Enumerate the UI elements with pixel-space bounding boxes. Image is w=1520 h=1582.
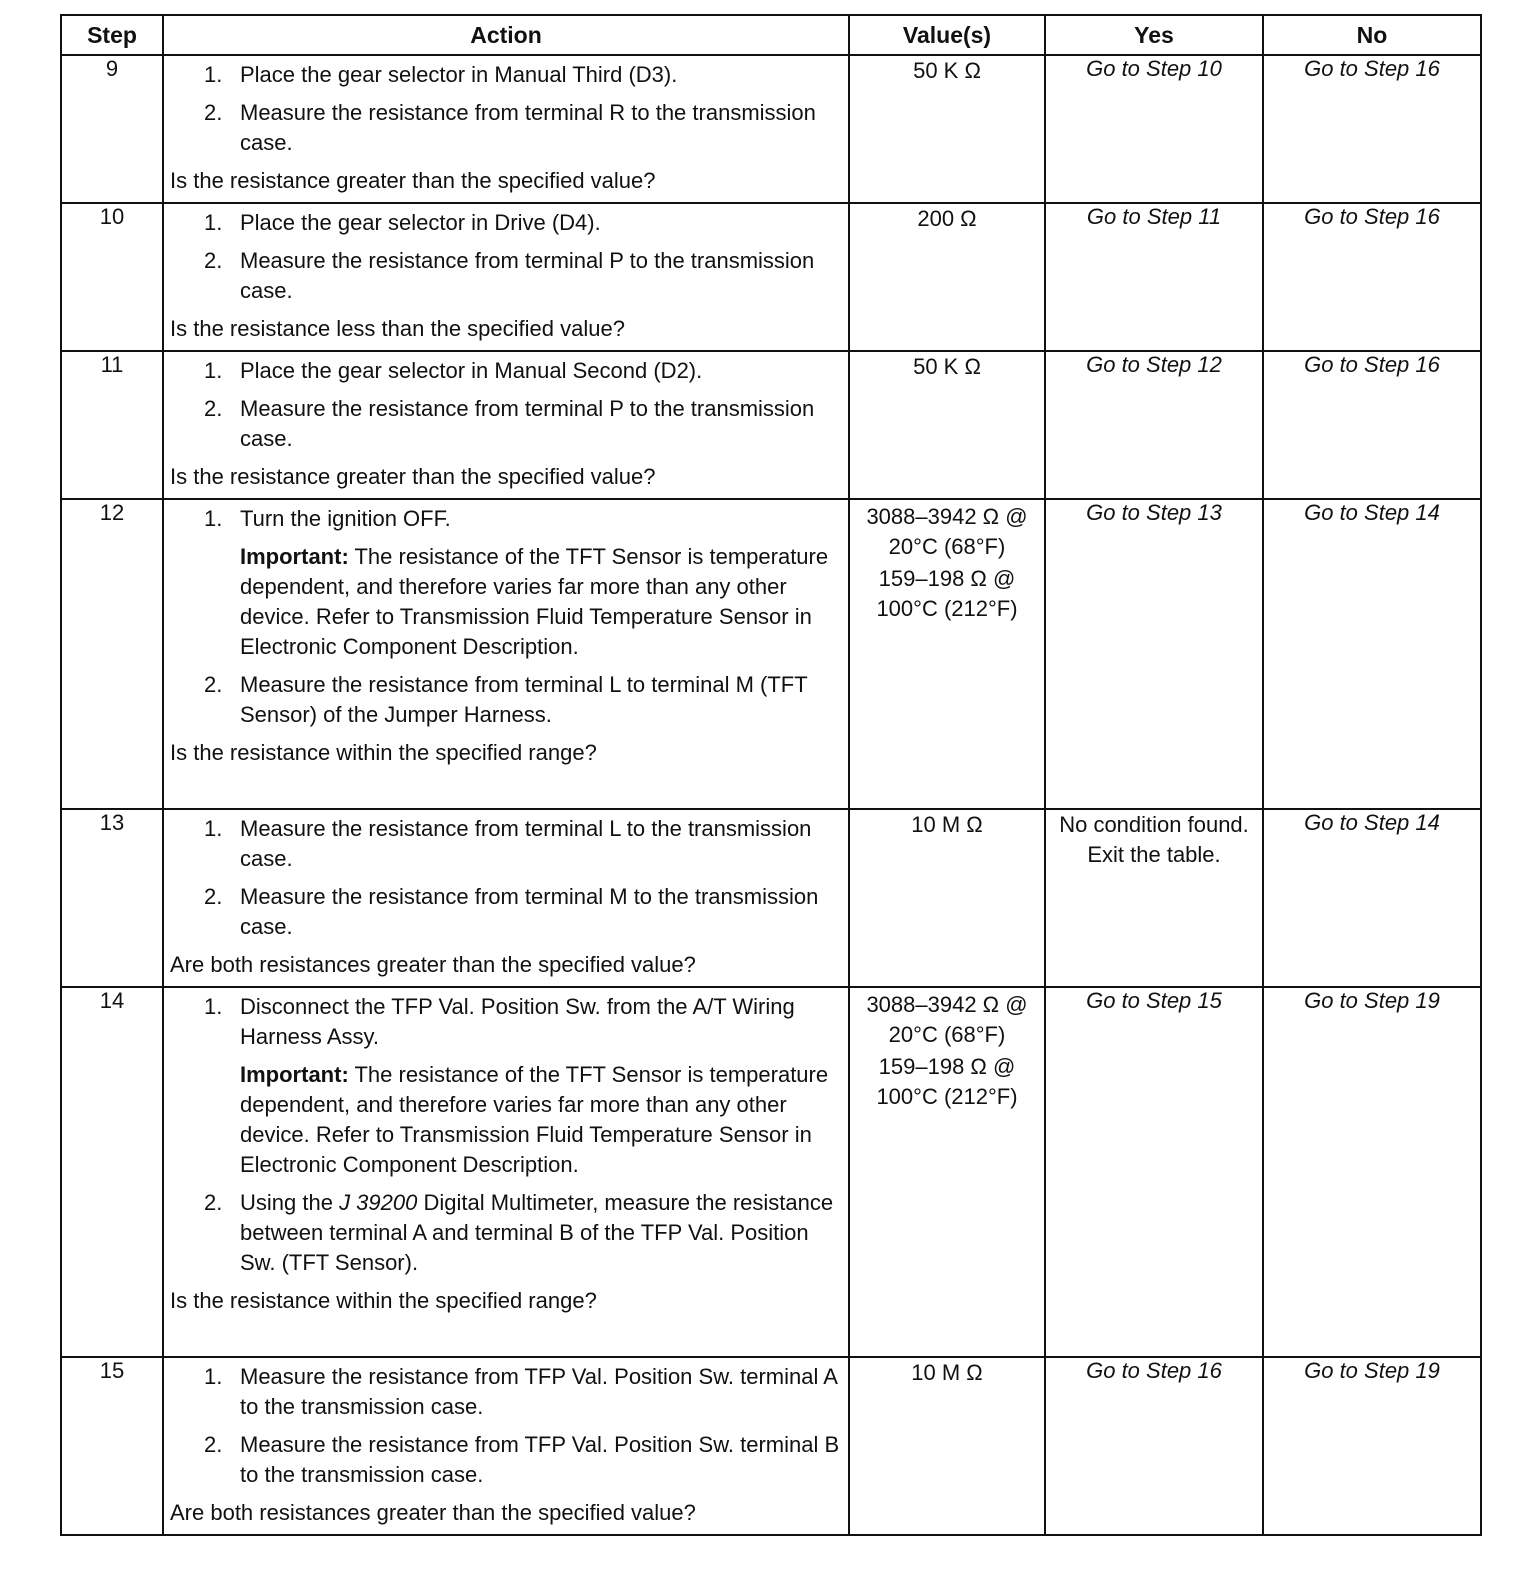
question: Is the resistance within the specified range? <box>170 740 597 765</box>
action-item: 1. Place the gear selector in Manual Third (D3). <box>204 62 678 87</box>
value-cell <box>849 987 1045 1357</box>
action-item: 1. Measure the resistance from TFP Val. Position Sw. terminal A to the transmission case. <box>204 1364 837 1419</box>
no-cell: Go to Step 14 <box>1263 499 1481 809</box>
question: Is the resistance greater than the specified value? <box>170 464 656 489</box>
value-cell: 50 K Ω <box>849 351 1045 499</box>
no-cell: Go to Step 16 <box>1263 203 1481 351</box>
header-no: No <box>1263 15 1481 55</box>
action-cell <box>163 203 849 351</box>
question: Is the resistance greater than the specified value? <box>170 168 656 193</box>
action-cell <box>163 987 849 1357</box>
action-item: 2. Measure the resistance from TFP Val. Position Sw. terminal B to the transmission case. <box>204 1432 840 1487</box>
yes-cell: Go to Step 10 <box>1045 55 1263 203</box>
no-cell: Go to Step 14 <box>1263 809 1481 987</box>
table-row <box>61 351 1481 499</box>
action-item: 2. Using the J 39200 Digital Multimeter, measure the resistance between terminal A and terminal B of the TFP Val. Position Sw. (TFT Sensor). <box>204 1190 834 1275</box>
table-row <box>61 1357 1481 1535</box>
action-item: 2. Measure the resistance from terminal P to the transmission case. <box>204 248 815 303</box>
action-cell <box>163 55 849 203</box>
step-number: 10 <box>61 203 163 351</box>
action-item: 2. Measure the resistance from terminal P to the transmission case. <box>204 396 815 451</box>
value-cell: 200 Ω <box>849 203 1045 351</box>
question: Are both resistances greater than the specified value? <box>170 1500 696 1525</box>
step-number: 13 <box>61 809 163 987</box>
step-number: 14 <box>61 987 163 1357</box>
action-item: 1. Place the gear selector in Manual Second (D2). <box>204 358 703 383</box>
table-row <box>61 499 1481 809</box>
step-number: 12 <box>61 499 163 809</box>
yes-cell: No condition found. Exit the table. <box>1045 809 1263 987</box>
header-action: Action <box>163 15 849 55</box>
no-cell: Go to Step 16 <box>1263 351 1481 499</box>
no-cell: Go to Step 19 <box>1263 987 1481 1357</box>
table-row <box>61 55 1481 203</box>
no-cell: Go to Step 19 <box>1263 1357 1481 1535</box>
action-item: 2. Measure the resistance from terminal M to the transmission case. <box>204 884 819 939</box>
action-cell <box>163 351 849 499</box>
yes-cell: Go to Step 15 <box>1045 987 1263 1357</box>
important-note: Important: The resistance of the TFT Sensor is temperature dependent, and therefore varies far more than any other device. Refer to Transmission Fluid Temperature Sensor in Electronic Component Description. <box>240 1062 829 1177</box>
action-item: 1. Place the gear selector in Drive (D4). <box>204 210 601 235</box>
action-cell <box>163 499 849 809</box>
header-step: Step <box>61 15 163 55</box>
action-item: 2. Measure the resistance from terminal R to the transmission case. <box>204 100 816 155</box>
value-range-100c: 159–198 Ω @ 100°C (212°F) <box>876 1054 1018 1109</box>
header-yes: Yes <box>1045 15 1263 55</box>
table-row <box>61 203 1481 351</box>
value-cell <box>849 499 1045 809</box>
tool-reference: J 39200 <box>339 1190 418 1215</box>
no-cell: Go to Step 16 <box>1263 55 1481 203</box>
table-row <box>61 987 1481 1357</box>
yes-cell: Go to Step 12 <box>1045 351 1263 499</box>
action-item: 1. Turn the ignition OFF. Important: The resistance of the TFT Sensor is temperature dependent, and therefore varies far more than any other device. Refer to Transmission Fluid Temperature Sensor in Electronic Component Description. <box>204 504 842 662</box>
yes-cell: Go to Step 13 <box>1045 499 1263 809</box>
yes-cell: Go to Step 11 <box>1045 203 1263 351</box>
value-cell: 10 M Ω <box>849 1357 1045 1535</box>
question: Are both resistances greater than the specified value? <box>170 952 696 977</box>
value-range-20c: 3088–3942 Ω @ 20°C (68°F) <box>866 992 1028 1047</box>
action-cell <box>163 809 849 987</box>
header-values: Value(s) <box>849 15 1045 55</box>
question: Is the resistance within the specified range? <box>170 1288 597 1313</box>
question: Is the resistance less than the specified value? <box>170 316 625 341</box>
header-row <box>61 15 1481 55</box>
value-range-20c: 3088–3942 Ω @ 20°C (68°F) <box>866 504 1028 559</box>
action-item: 1. Disconnect the TFP Val. Position Sw. from the A/T Wiring Harness Assy. Important: The resistance of the TFT Sensor is temperature dependent, and therefore varies far more than any other device. Refer to Transmission Fluid Temperature Sensor in Electronic Component Description. <box>204 992 842 1180</box>
step-number: 9 <box>61 55 163 203</box>
value-cell: 10 M Ω <box>849 809 1045 987</box>
important-note: Important: The resistance of the TFT Sensor is temperature dependent, and therefore varies far more than any other device. Refer to Transmission Fluid Temperature Sensor in Electronic Component Description. <box>240 544 829 659</box>
step-number: 15 <box>61 1357 163 1535</box>
action-item: 1. Measure the resistance from terminal L to the transmission case. <box>204 816 812 871</box>
table-row <box>61 809 1481 987</box>
value-range-100c: 159–198 Ω @ 100°C (212°F) <box>876 566 1018 621</box>
diagnostic-table <box>60 14 1482 1536</box>
action-cell <box>163 1357 849 1535</box>
action-item: 2. Measure the resistance from terminal L to terminal M (TFT Sensor) of the Jumper Harness. <box>204 672 808 727</box>
yes-cell: Go to Step 16 <box>1045 1357 1263 1535</box>
value-cell: 50 K Ω <box>849 55 1045 203</box>
step-number: 11 <box>61 351 163 499</box>
